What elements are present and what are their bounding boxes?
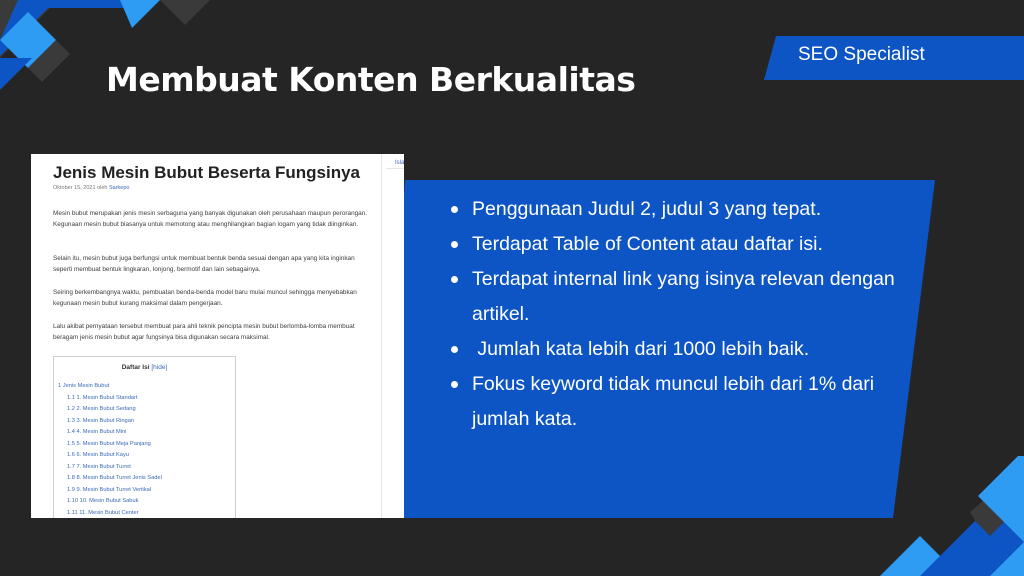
article-author-link[interactable]: Sarkepo [108,185,130,191]
bullet-list [448,192,928,437]
toc-item[interactable]: 1.6 6. Mesin Bubut Kayu [67,452,129,458]
toc-item[interactable]: 1.3 3. Mesin Bubut Ringan [67,417,135,424]
toc-item[interactable]: 1.1 1. Mesin Bubut Standart [67,394,138,401]
bullet-item: Penggunaan Judul 2, judul 3 yang tepat. [448,192,928,227]
bullet-item: Jumlah kata lebih dari 1000 lebih baik. [448,332,928,367]
article-screenshot [31,154,404,518]
toc-item[interactable]: 1 Jenis Mesin Bubut [58,383,110,389]
article-paragraph: Mesin bubut merupakan jenis mesin serbaguna yang banyak digunakan oleh perusahaan maupun perorangan. Kegunaan mesin bubut biasanya untuk memotong atau menghilangkan bagian logam yang tidak diinginkan. [53,210,368,228]
toc-item[interactable]: 1.9 9. Mesin Bubut Turret Vertikal [67,486,152,493]
toc-item[interactable]: 1.10 10. Mesin Bubut Sabuk [67,498,139,504]
bullet-item: Terdapat Table of Content atau daftar isi. [448,227,928,262]
toc-item[interactable]: 1.7 7. Mesin Bubut Turret [67,463,131,470]
article-meta [53,185,129,191]
slide-title: Membuat Konten Berkualitas [106,60,636,99]
article-paragraph: Seiring berkembangnya waktu, pembuatan benda-benda model baru mulai muncul sehingga menyebabkan kegunaan mesin bubut kurang maksimal dalam pengerjaan. [53,289,357,307]
toc-item[interactable]: 1.8 8. Mesin Bubut Turret Jenis Sadel [67,475,162,481]
bullet-item: Fokus keyword tidak muncul lebih dari 1% dari jumlah kata. [448,367,928,437]
tag-label: SEO Specialist [798,44,925,65]
bullet-item: Terdapat internal link yang isinya relevan dengan artikel. [448,262,928,332]
sidebar-link[interactable]: Isla [395,160,404,166]
toc-item[interactable]: 1.4 4. Mesin Bubut Mini [67,429,127,435]
toc-hide-link[interactable]: [hide] [151,364,168,371]
sidebar-strip [381,154,404,518]
article-date: Oktober 15, 2021 [53,185,96,191]
article-title: Jenis Mesin Bubut Beserta Fungsinya [53,163,361,182]
toc-item[interactable]: 1.5 5. Mesin Bubut Meja Panjang [67,440,151,447]
toc-item[interactable]: 1.2 2. Mesin Bubut Sedang [67,406,136,412]
sidebar-divider [386,168,404,169]
toc-heading [54,364,235,371]
article-by: oleh [97,185,108,191]
toc-list [58,381,162,518]
article-paragraph: Lalu akibat pernyataan tersebut membuat para ahli teknik pencipta mesin bubut berlomba-lomba membuat beragam jenis mesin bubut agar fungsinya bisa digunakan secara maksimal. [53,323,355,341]
toc-item[interactable]: 1.11 11. Mesin Bubut Center [67,509,139,516]
table-of-contents [53,356,236,518]
toc-title: Daftar Isi [121,364,150,371]
article-paragraph: Selain itu, mesin bubut juga berfungsi untuk membuat bentuk benda sesuai dengan apa yang kita inginkan seperti membuat bentuk lingkaran, lonjong, bermotif dan lain sebagainya. [53,255,355,273]
